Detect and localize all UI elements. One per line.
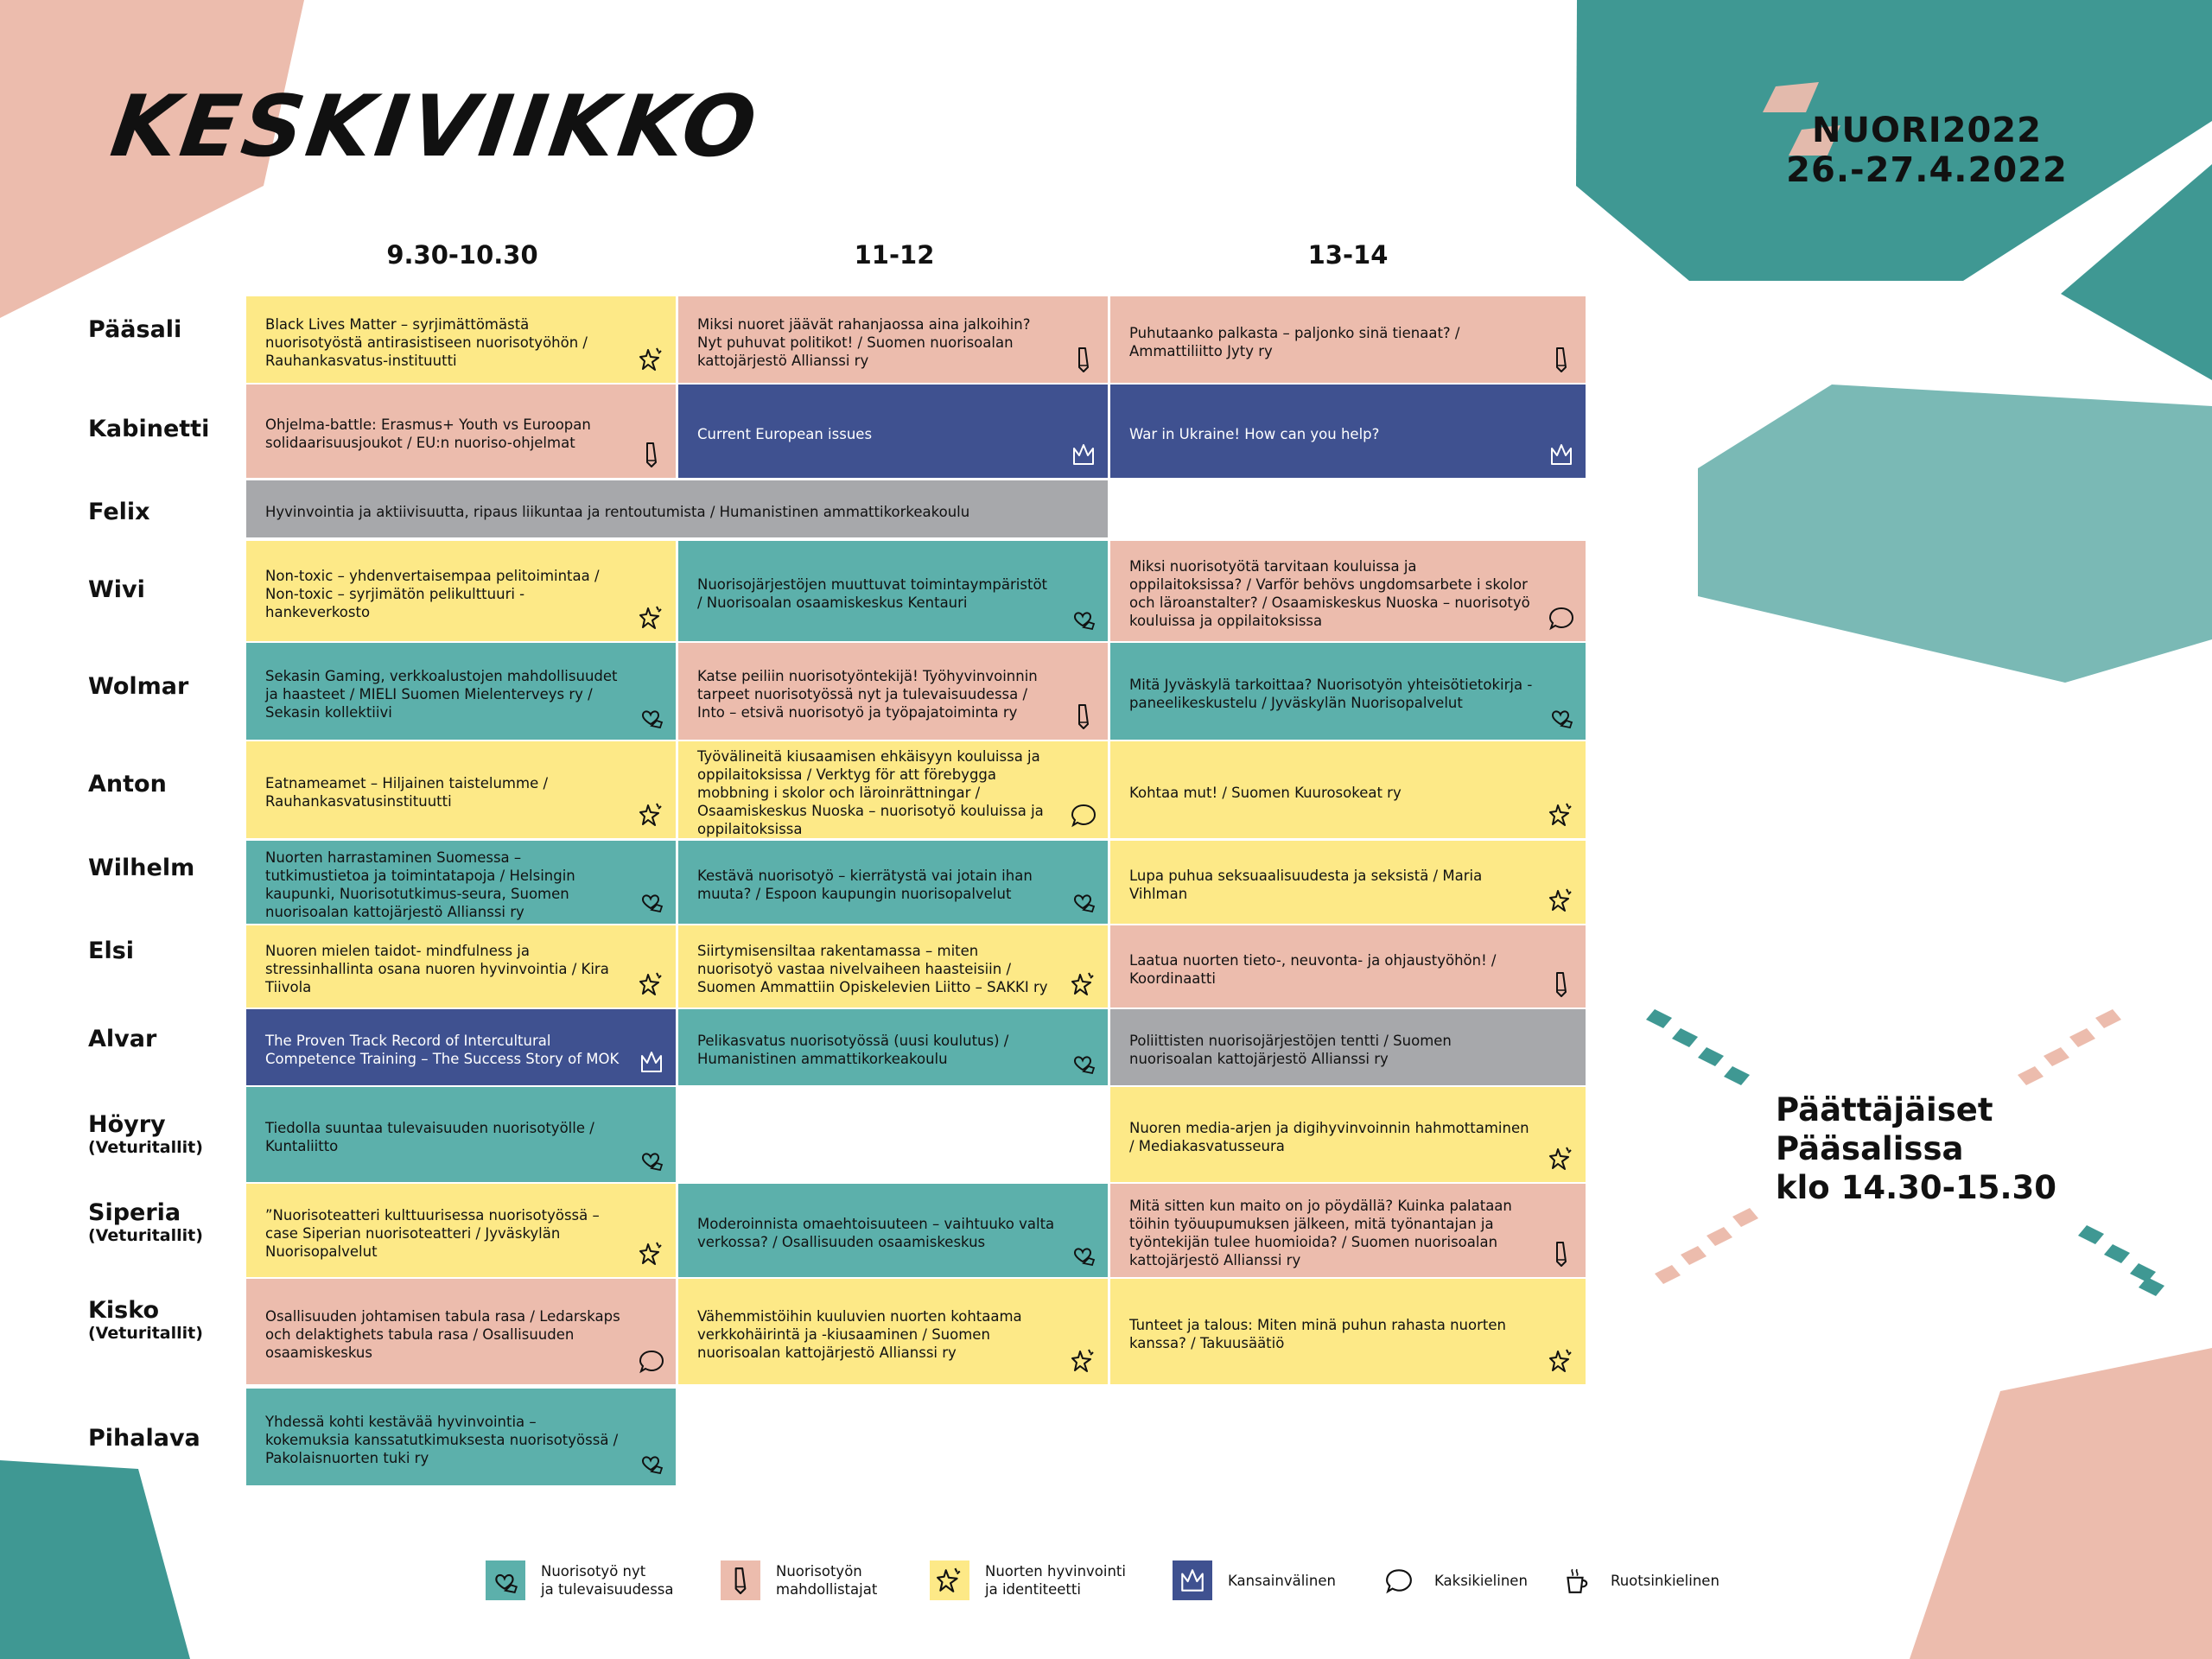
session-title: Nuoren mielen taidot- mindfulness ja stressinhallinta osana nuoren hyvinvointia / Kira Tiivola — [265, 943, 609, 995]
session-title: Kohtaa mut! / Suomen Kuurosokeat ry — [1129, 784, 1402, 801]
session-cell[interactable] — [246, 541, 676, 641]
legend-swatch — [1173, 1560, 1212, 1600]
speech-bubble-icon — [1386, 1567, 1412, 1594]
room-name: Felix — [88, 499, 150, 525]
session-cell[interactable] — [246, 296, 676, 383]
speech-bubble-icon — [1549, 605, 1573, 631]
room-label — [88, 317, 181, 343]
event-brand — [1780, 111, 2074, 190]
session-title: Mitä Jyväskylä tarkoittaa? Nuorisotyön yhteisötietokirja -paneelikeskustelu / Jyväskylän Nuorisopalvelut — [1129, 677, 1533, 711]
session-cell[interactable] — [678, 643, 1108, 740]
legend-item — [930, 1560, 1126, 1600]
session-cell[interactable] — [678, 541, 1108, 641]
hands-heart-icon — [639, 1449, 664, 1475]
session-cell[interactable] — [678, 841, 1108, 924]
legend-label — [541, 1562, 674, 1599]
sparkle-icon — [1549, 802, 1573, 828]
session-title: Tiedolla suuntaa tulevaisuuden nuorisotyölle / Kuntaliitto — [265, 1120, 594, 1154]
session-cell[interactable] — [1110, 1279, 1586, 1384]
room-venue: (Veturitallit) — [88, 1324, 203, 1343]
sparkle-icon — [1549, 1348, 1573, 1374]
crown-icon — [1549, 442, 1573, 467]
session-cell[interactable] — [1110, 296, 1586, 383]
legend-swatch — [1379, 1560, 1419, 1600]
session-title: Katse peiliin nuorisotyöntekijä! Työhyvinvoinnin tarpeet nuorisotyössä nyt ja tulevaisuudessa / Into – etsivä nuorisotyö ja työpajatoiminta ry — [697, 667, 1038, 721]
session-title: Laatua nuorten tieto-, neuvonta- ja ohjaustyöhön! / Koordinaatti — [1129, 951, 1497, 987]
room-label — [88, 1027, 156, 1052]
legend-label-line: Nuorisotyö nyt — [541, 1563, 646, 1580]
legend-label — [1434, 1572, 1528, 1590]
coffee-cup-icon — [1562, 1567, 1588, 1594]
legend-label-line: Ruotsinkielinen — [1611, 1572, 1719, 1589]
event-dates: 26.-27.4.2022 — [1786, 150, 2068, 190]
legend-item — [1173, 1560, 1336, 1600]
legend-swatch — [930, 1560, 969, 1600]
pencil-icon — [728, 1567, 753, 1594]
legend-item — [486, 1560, 674, 1600]
session-cell[interactable] — [246, 643, 676, 740]
session-cell[interactable] — [246, 1184, 676, 1277]
room-name: Wivi — [88, 576, 145, 603]
session-cell[interactable] — [678, 1279, 1108, 1384]
session-cell[interactable] — [1110, 541, 1586, 641]
session-title: Puhutaanko palkasta – paljonko sinä tienaat? / Ammattiliitto Jyty ry — [1129, 325, 1460, 359]
session-title: Poliittisten nuorisojärjestöjen tentti / Suomen nuorisoalan kattojärjestö Allianssi ry — [1129, 1033, 1452, 1067]
session-title: Tunteet ja talous: Miten minä puhun rahasta nuorten kanssa? / Takuusäätiö — [1129, 1317, 1506, 1351]
hands-heart-icon — [1071, 1049, 1096, 1075]
session-title: Ohjelma-battle: Erasmus+ Youth vs Euroopan solidaarisuusjoukot / EU:n nuoriso-ohjelmat — [265, 416, 591, 451]
hands-heart-icon — [639, 887, 664, 913]
room-name: Wolmar — [88, 673, 189, 700]
crown-icon — [1071, 442, 1096, 467]
session-cell[interactable] — [678, 296, 1108, 383]
legend-label — [1228, 1572, 1336, 1590]
legend-item — [1379, 1560, 1528, 1600]
session-cell[interactable] — [246, 1009, 676, 1085]
session-title: Miksi nuoret jäävät rahanjaossa aina jalkoihin? Nyt puhuvat politikot! / Suomen nuorisoalan kattojärjestö Allianssi ry — [697, 315, 1031, 369]
pencil-icon — [639, 442, 664, 467]
session-title: Hyvinvointia ja aktiivisuutta, ripaus liikuntaa ja rentoutumista / Humanistinen ammattikorkeakoulu — [265, 503, 970, 520]
pencil-icon — [1549, 971, 1573, 997]
column-header-slot-2: 11-12 — [854, 240, 935, 270]
room-name: Anton — [88, 771, 167, 798]
room-name: Pääsali — [88, 316, 182, 343]
sparkle-icon — [639, 605, 664, 631]
session-cell[interactable] — [1110, 1009, 1586, 1085]
speech-bubble-icon — [1071, 802, 1096, 828]
session-cell[interactable] — [246, 925, 676, 1007]
session-cell[interactable] — [678, 1184, 1108, 1277]
session-title: The Proven Track Record of Intercultural Competence Training – The Success Story of MOK — [265, 1033, 620, 1067]
session-title: Nuorisojärjestöjen muuttuvat toimintaympäristöt / Nuorisoalan osaamiskeskus Kentauri — [697, 576, 1048, 611]
session-title: Miksi nuorisotyötä tarvitaan kouluissa ja oppilaitoksissa? / Varför behövs ungdomsarbete i skolor och läroanstalter? / Osaamiskeskus Nuoska – nuorisotyö kouluissa ja oppilaitoksissa — [1129, 558, 1530, 629]
room-venue: (Veturitallit) — [88, 1138, 203, 1157]
pencil-icon — [1549, 1241, 1573, 1267]
session-cell[interactable] — [246, 1279, 676, 1384]
session-title: Black Lives Matter – syrjimättömästä nuorisotyöstä antirasistiseen nuorisotyöhön / Rauhankasvatus-instituutti — [265, 315, 588, 369]
session-title: Current European issues — [697, 425, 873, 442]
room-venue: (Veturitallit) — [88, 1226, 203, 1245]
session-title: ”Nuorisoteatteri kulttuurisessa nuorisotyössä – case Siperian nuorisoteatteri / Jyväskylän Nuorisopalvelut — [265, 1206, 600, 1260]
closing-line-1: Päättäjäiset — [1776, 1091, 1993, 1128]
legend-label-line: ja identiteetti — [985, 1581, 1081, 1598]
legend-label — [776, 1562, 877, 1599]
session-title: War in Ukraine! How can you help? — [1129, 425, 1380, 442]
session-title: Eatnameamet – Hiljainen taistelumme / Rauhankasvatusinstituutti — [265, 775, 549, 810]
session-cell[interactable] — [246, 1389, 676, 1485]
session-cell[interactable] — [246, 385, 676, 478]
hands-heart-icon — [639, 703, 664, 729]
session-title: Non-toxic – yhdenvertaisempaa pelitoimintaa / Non-toxic – syrjimätön pelikulttuuri -hankeverkosto — [265, 567, 600, 620]
sparkle-icon — [1549, 887, 1573, 913]
legend-swatch — [486, 1560, 525, 1600]
sparkle-icon — [639, 346, 664, 372]
hands-heart-icon — [1071, 1241, 1096, 1267]
session-cell[interactable] — [1110, 741, 1586, 838]
legend-label — [985, 1562, 1126, 1599]
session-cell[interactable] — [246, 480, 1108, 537]
page-title: KESKIVIIKKO — [105, 78, 766, 176]
legend-label-line: mahdollistajat — [776, 1581, 878, 1598]
column-header-slot-1: 9.30-10.30 — [386, 240, 538, 270]
room-label — [88, 1426, 200, 1452]
legend-label-line: Nuorisotyön — [776, 1563, 862, 1580]
closing-line-3: klo 14.30-15.30 — [1776, 1169, 2057, 1206]
sparkle-icon — [1549, 1146, 1573, 1172]
session-title: Pelikasvatus nuorisotyössä (uusi koulutus) / Humanistinen ammattikorkeakoulu — [697, 1033, 1009, 1067]
room-name: Kabinetti — [88, 416, 210, 442]
session-title: Siirtymisensiltaa rakentamassa – miten nuorisotyö vastaa nivelvaiheen haasteisiin / Suomen Ammattiin Opiskelevien Liitto – SAKKI ry — [697, 943, 1048, 995]
hands-heart-icon — [493, 1567, 518, 1594]
legend-label-line: Nuorten hyvinvointi — [985, 1563, 1126, 1580]
session-cell[interactable] — [678, 1009, 1108, 1085]
room-label — [88, 855, 194, 881]
crown-icon — [639, 1049, 664, 1075]
room-name: Kisko — [88, 1297, 160, 1324]
session-cell[interactable] — [1110, 925, 1586, 1007]
room-label — [88, 1200, 203, 1245]
session-title: Lupa puhua seksuaalisuudesta ja seksistä / Maria Vihlman — [1129, 868, 1483, 902]
session-title: Moderoinnista omaehtoisuuteen – vaihtuuko valta verkossa? / Osallisuuden osaamiskeskus — [697, 1216, 1055, 1250]
room-label — [88, 938, 134, 964]
crown-icon — [1179, 1567, 1205, 1594]
speech-bubble-icon — [639, 1348, 664, 1374]
room-name: Höyry — [88, 1111, 166, 1138]
legend-swatch — [721, 1560, 760, 1600]
legend-label — [1611, 1572, 1719, 1590]
session-title: Työvälineitä kiusaamisen ehkäisyyn kouluissa ja oppilaitoksissa / Verktyg för att förebygga mobbning i skolor och läroinrättningar / Osaamiskeskus Nuoska – nuorisotyö kouluissa ja oppilaitoksissa — [697, 747, 1044, 837]
room-label — [88, 416, 209, 442]
session-title: Yhdessä kohti kestävää hyvinvointia – kokemuksia kanssatutkimuksesta nuorisotyössä / Pakolaisnuorten tuki ry — [265, 1413, 619, 1466]
pencil-icon — [1071, 346, 1096, 372]
legend-item — [1555, 1560, 1719, 1600]
legend-label-line: ja tulevaisuudessa — [541, 1581, 674, 1598]
room-name: Elsi — [88, 938, 135, 964]
closing-session — [1776, 1090, 2056, 1207]
session-cell[interactable] — [678, 741, 1108, 838]
session-title: Nuoren media-arjen ja digihyvinvoinnin hahmottaminen / Mediakasvatusseura — [1129, 1120, 1529, 1154]
session-title: Sekasin Gaming, verkkoalustojen mahdollisuudet ja haasteet / MIELI Suomen Mielenterveys ry / Sekasin kollektiivi — [265, 667, 618, 721]
session-cell[interactable] — [678, 925, 1108, 1007]
session-cell[interactable] — [246, 741, 676, 838]
session-cell[interactable] — [246, 841, 676, 924]
room-name: Wilhelm — [88, 855, 195, 881]
sparkle-icon — [639, 971, 664, 997]
session-title: Nuorten harrastaminen Suomessa – tutkimustietoa ja toimintatapoja / Helsingin kaupunki, Nuorisotutkimus-seura, Suomen nuorisoalan kattojärjestö Allianssi ry — [265, 849, 575, 920]
session-title: Mitä sitten kun maito on jo pöydällä? Kuinka palataan töihin työuupumuksen jälkeen, mitä työnantajan ja työntekijän tulee huomioida? / Suomen nuorisoalan kattojärjestö Allianssi ry — [1129, 1198, 1512, 1268]
session-cell[interactable] — [1110, 1184, 1586, 1277]
sparkle-icon — [1071, 971, 1096, 997]
hands-heart-icon — [1071, 605, 1096, 631]
pencil-icon — [1549, 346, 1573, 372]
session-cell[interactable] — [678, 385, 1108, 478]
room-name: Pihalava — [88, 1425, 200, 1452]
hands-heart-icon — [1071, 887, 1096, 913]
room-name: Siperia — [88, 1199, 181, 1226]
session-cell[interactable] — [1110, 385, 1586, 478]
session-title: Vähemmistöihin kuuluvien nuorten kohtaama verkkohäirintä ja -kiusaaminen / Suomen nuorisoalan kattojärjestö Allianssi ry — [697, 1307, 1022, 1361]
room-label — [88, 499, 150, 525]
session-title: Osallisuuden johtamisen tabula rasa / Ledarskaps och delaktighets tabula rasa / Osallisuuden osaamiskeskus — [265, 1307, 620, 1361]
session-cell[interactable] — [1110, 643, 1586, 740]
legend-swatch — [1555, 1560, 1595, 1600]
session-title: Kestävä nuorisotyö – kierrätystä vai jotain ihan muuta? / Espoon kaupungin nuorisopalvelut — [697, 868, 1033, 902]
session-cell[interactable] — [1110, 1087, 1586, 1182]
hands-heart-icon — [1549, 703, 1573, 729]
room-name: Alvar — [88, 1026, 157, 1052]
event-name: NUORI2022 — [1812, 111, 2042, 150]
room-label — [88, 1298, 203, 1343]
room-label — [88, 772, 167, 798]
closing-line-2: Pääsalissa — [1776, 1130, 1964, 1167]
legend-label-line: Kansainvälinen — [1228, 1572, 1336, 1589]
sparkle-icon — [639, 1241, 664, 1267]
room-label — [88, 1112, 203, 1157]
room-label — [88, 674, 188, 700]
session-cell[interactable] — [1110, 841, 1586, 924]
legend-label-line: Kaksikielinen — [1434, 1572, 1528, 1589]
room-label — [88, 577, 145, 603]
sparkle-icon — [639, 802, 664, 828]
hands-heart-icon — [639, 1146, 664, 1172]
sparkle-icon — [937, 1567, 963, 1594]
session-cell[interactable] — [246, 1087, 676, 1182]
legend-item — [721, 1560, 877, 1600]
column-header-slot-3: 13-14 — [1307, 240, 1389, 270]
sparkle-icon — [1071, 1348, 1096, 1374]
pencil-icon — [1071, 703, 1096, 729]
